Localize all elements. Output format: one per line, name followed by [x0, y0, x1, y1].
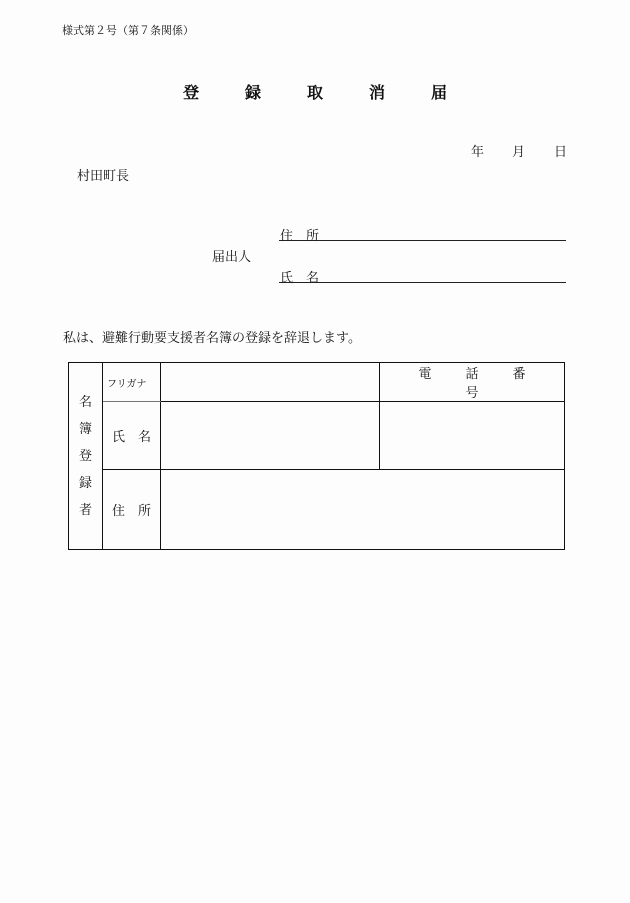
phone-label-char: 番 [512, 367, 526, 382]
title-char: 消 [369, 83, 386, 102]
registrant-address-input[interactable] [161, 470, 565, 550]
phone-label [380, 363, 565, 402]
registrant-name-label: 氏 名 [103, 402, 161, 470]
section-label-char: 登 [78, 448, 92, 464]
section-label-char: 名 [78, 394, 92, 410]
title-char: 登 [182, 83, 199, 102]
filer-address-field[interactable] [279, 240, 566, 241]
registrant-address-label: 住 所 [103, 470, 161, 550]
section-label-char: 簿 [78, 421, 92, 437]
page-title [0, 80, 630, 103]
form-number: 様式第２号（第７条関係） [62, 24, 194, 37]
section-label-char: 者 [78, 502, 92, 518]
phone-input[interactable] [380, 402, 565, 470]
date-month-label: 月 [512, 145, 526, 160]
phone-label-char: 話 [465, 367, 479, 382]
furigana-input[interactable] [161, 363, 380, 402]
phone-label-char: 電 [418, 367, 432, 382]
section-label-char: 録 [78, 475, 92, 491]
title-char: 届 [431, 83, 448, 102]
filer-address-label: 住 所 [280, 229, 320, 244]
date-day-label: 日 [554, 145, 568, 160]
statement: 私は、避難行動要支援者名簿の登録を辞退します。 [63, 331, 361, 346]
title-char: 録 [244, 83, 261, 102]
registrant-name-input[interactable] [161, 402, 380, 470]
section-label-vertical [69, 363, 103, 550]
filer-label: 届出人 [212, 250, 252, 265]
registrant-table [68, 362, 565, 550]
date-year-label: 年 [471, 145, 485, 160]
title-char: 取 [306, 83, 323, 102]
filer-name-field[interactable] [279, 282, 566, 283]
furigana-label: フリガナ [103, 363, 161, 402]
phone-label-char: 号 [465, 386, 479, 401]
addressee: 村田町長 [77, 169, 130, 184]
filer-name-label: 氏 名 [280, 271, 320, 286]
